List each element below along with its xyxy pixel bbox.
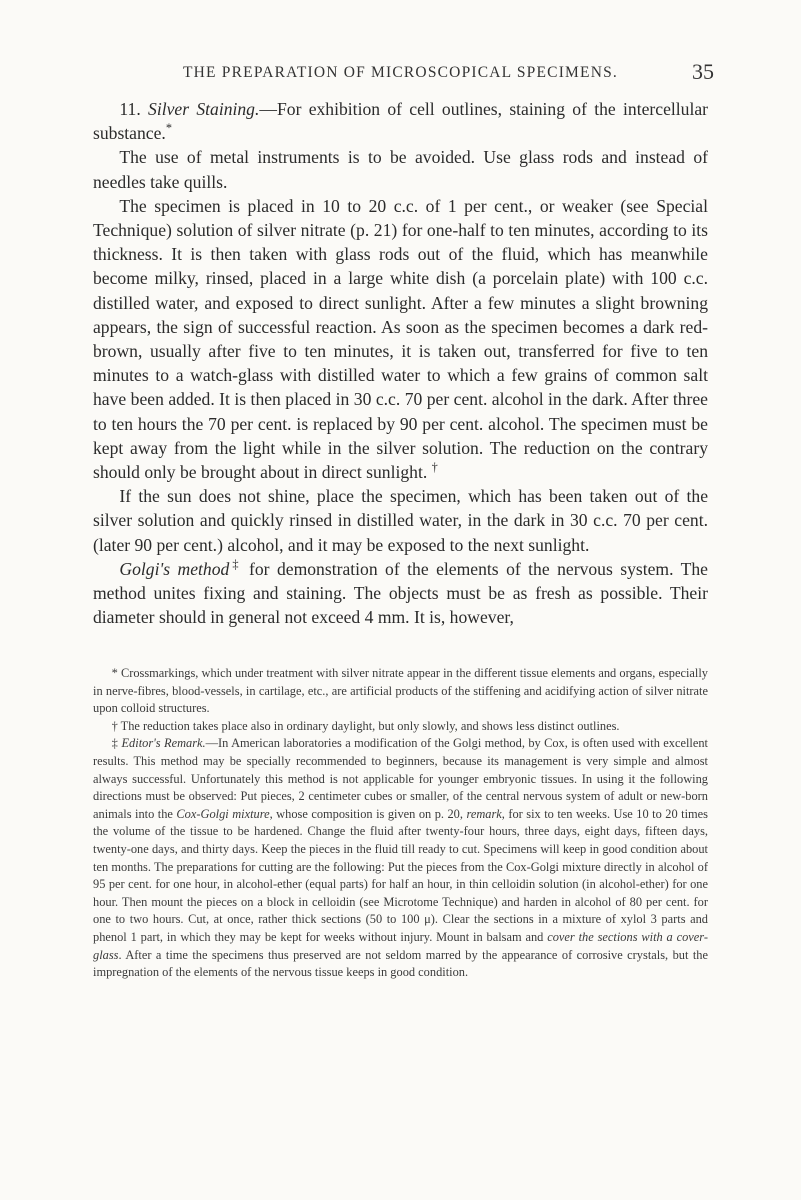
main-text: [93, 97, 708, 629]
emphasis-remark: remark: [466, 806, 502, 821]
page-number: 35: [692, 59, 714, 84]
footnote-editors-remark: [93, 735, 708, 981]
paragraph-text: —For exhibition of cell outlines, staining of the intercellular substance.: [93, 99, 709, 144]
footnote-mark: ‡: [111, 736, 122, 751]
footnote-mark: *: [165, 121, 172, 136]
running-title: THE PREPARATION OF MICROSCOPICAL SPECIMENS.: [182, 64, 618, 81]
section-number: 11.: [119, 99, 141, 119]
section-title: Silver Staining.: [148, 99, 260, 119]
paragraph-text: The specimen is placed in 10 to 20 c.c. of 1 per cent., or weaker (see Special Technique) solution of silver nitrate (p. 21) for one-half to ten minutes, according to its thickness. It is then taken with glass rods out of the fluid, which has meanwhile become milky, rinsed, placed in a large white dish (a porcelain plate) with 100 c.c. distilled water, and exposed to direct sunlight. After a few minutes a slight browning appears, the sign of successful reaction. As soon as the specimen becomes a dark red-brown, usually after five to ten minutes, it is taken out, transferred for five to ten minutes to a watch-glass with distilled water to which a few grains of common salt have been added. It is then placed in 30 c.c. 70 per cent. alcohol in the dark. After three to ten hours the 70 per cent. is replaced by 90 per cent. alcohol. The specimen must be kept away from the light while in the silver solution. The reduction on the contrary should only be brought about in direct sunlight.: [93, 195, 708, 483]
emphasis-cover-sections: cover the sections with a cover-glass: [93, 929, 709, 962]
footnote-text: —In American laboratories a modification of the Golgi method, by Cox, is often used with excellent results. This method may be specially recommended to beginners, because its management is very simple and almost always successful. Unfortunately this method is not applicable for younger embryonic tissues. In using it the following directions must be observed: Put pieces, 2 centimeter cubes or smaller, of the central nervous system of adult or new-born animals into the: [93, 736, 708, 821]
footnote-text: . After a time the specimens thus preserved are not seldom marred by the appearance of corrosive crystals, but the impregnation of the elements of the nervous tissue keeps in good condition.: [93, 947, 708, 980]
emphasis-cox-golgi-mixture: Cox-Golgi mixture: [176, 806, 270, 821]
paragraph-golgi: [93, 557, 708, 630]
footnote-mark: ‡: [229, 557, 242, 571]
footnote-crossmarkings: * Crossmarkings, which under treatment with silver nitrate appear in the different tissue elements and organs, especially in nerve-fibres, blood-vessels, in cartilage, etc., are artificial products of the stiffening and acidifying action of silver nitrate upon colloid structures.: [93, 666, 708, 716]
paragraph-instruments: The use of metal instruments is to be avoided. Use glass rods and instead of needles take quills.: [93, 147, 708, 192]
section-title: Golgi's method: [119, 558, 230, 579]
paragraph-text: for demonstration of the elements of the nervous system. The method unites fixing and staining. The objects must be as fresh as possible. Their diameter should in general not exceed 4 mm. It is, however,: [93, 558, 708, 628]
paragraph-procedure: [93, 194, 708, 484]
footnote-mark: †: [431, 460, 438, 475]
editors-remark-label: Editor's Remark.: [121, 736, 206, 751]
footnote-text: , for six to ten weeks. Use 10 to 20 times the volume of the tissue to be hardened. Change the fluid after twenty-four hours, three days, eight days, fifteen days, twenty-one days, and thirty days. Keep the pieces in the fluid till ready to cut. Specimens will keep in good condition about ten months. The preparations for cutting are the following: Put the pieces from the Cox-Golgi mixture directly in alcohol of 95 per cent. for one hour, in alcohol-ether (equal parts) for half an hour, in thin celloidin solution (in alcohol-ether) for one hour. Then mount the pieces on a block in celloidin (see Microtome Technique) and harden in alcohol of 80 per cent. for one to two hours. Cut, at once, rather thick sections (50 to 100 μ). Clear the sections in a mixture of xylol 3 parts and phenol 1 part, in which they may be kept for weeks without injury. Mount in balsam and: [93, 806, 708, 944]
footnote-text: , whose composition is given on p. 20,: [269, 806, 467, 821]
paragraph-no-sun: If the sun does not shine, place the specimen, which has been taken out of the silver solution and quickly rinsed in distilled water, in the dark in 30 c.c. 70 per cent. (later 90 per cent.) alcohol, and it may be exposed to the next sunlight.: [93, 486, 708, 555]
footnotes: [93, 665, 708, 982]
footnote-reduction: † The reduction takes place also in ordinary daylight, but only slowly, and shows less distinct outlines.: [111, 718, 620, 733]
page-header: [0, 59, 801, 92]
paragraph-silver-staining: [93, 97, 708, 145]
